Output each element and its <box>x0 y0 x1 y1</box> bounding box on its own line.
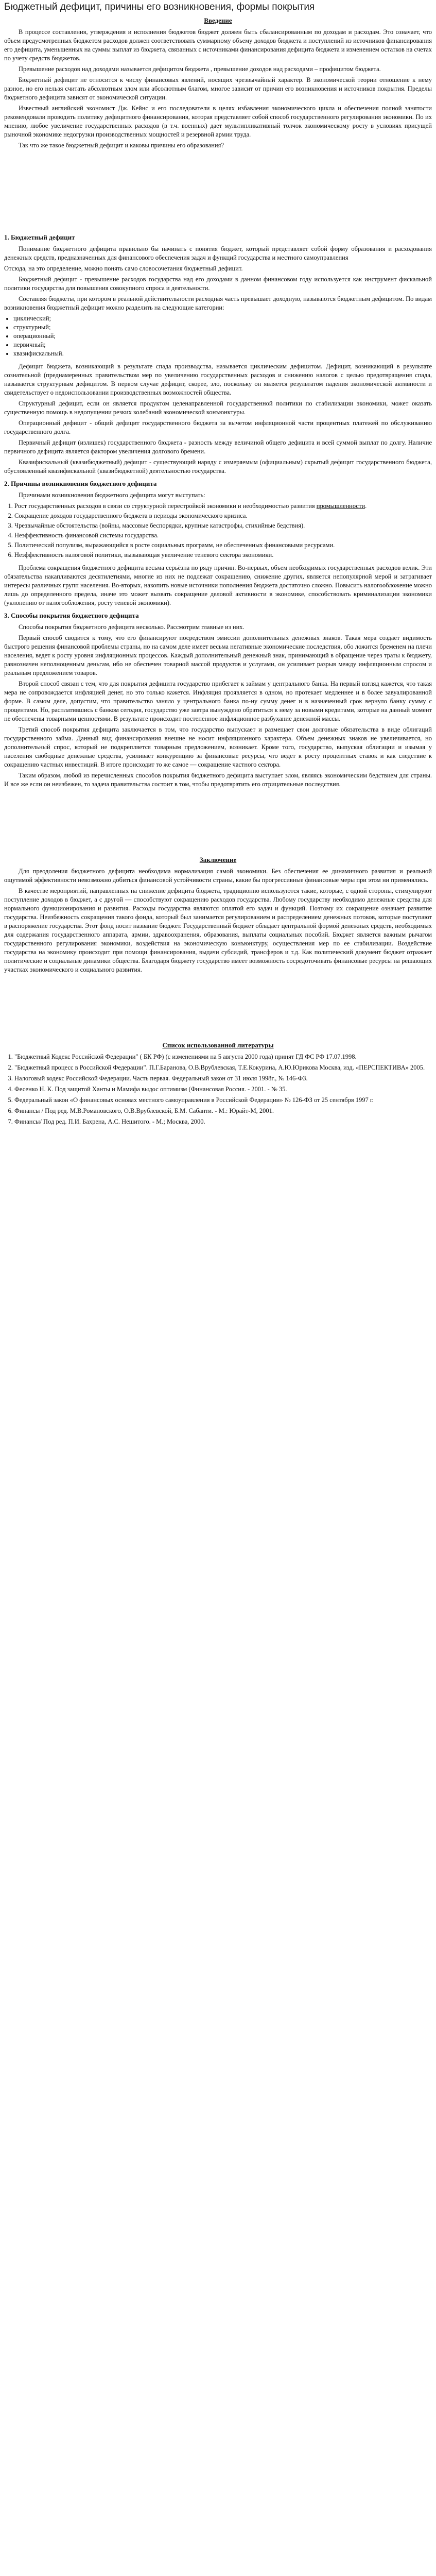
section1-paragraph: Отсюда, на это определение, можно понять само словосочетания бюджетный дефицит. <box>4 265 243 272</box>
list-item: 5. Политический популизм, выражающийся в росте социальных программ, не обеспеченных финансовыми ресурсами. <box>14 541 432 550</box>
section3-paragraph: Третий способ покрытия дефицита заключается в том, что государство выпускает и размещает свои долговые обязательства в виде облигаций государственного займа. Данный вид финансирования внешне не носит инфляционного характера. Объем денежных знаков не увеличивается, но дополнительный спрос, который не подкрепляется товарным предложением, возникает. Кроме того, государство, выпуская облигации и изымая у населения свободные денежные средства, усиливает конкуренцию за финансовые ресурсы, что ведет к росту процентных ставок и как следствие к сокращению частных инвестиций. В итоге происходит то же самое — сокращение частного сектора. <box>4 726 432 768</box>
section2-heading: 2. Причины возникновения бюджетного дефицита <box>4 480 157 487</box>
section2-lead: Причинами возникновения бюджетного дефицита могут выступать: <box>19 492 205 499</box>
industry-link[interactable]: промышленности <box>316 502 365 510</box>
references-heading: Список использованной литературы <box>162 1041 274 1049</box>
list-item: • структурный; <box>13 323 432 332</box>
list-item: • первичный; <box>13 341 432 349</box>
section3-heading: 3. Способы покрытия бюджетного дефицита <box>4 612 139 619</box>
list-item: • квазифискальный. <box>13 349 432 358</box>
references-list <box>14 1053 432 1126</box>
reference-item: 7. Финансы/ Под ред. П.И. Бахрена, А.С. Нешитого. - М.; Москва, 2000. <box>14 1117 432 1126</box>
section3-paragraph: Таким образом, любой из перечисленных способов покрытия бюджетного дефицита выступает злом, являясь экономическим бедствием для страны. И все же если он неизбежен, то задача правительства состоит в том, чтобы предотвратить его отрицательные последствия. <box>4 772 432 788</box>
section1-paragraph: Квазифискальный (квазибюджетный) дефицит - существующий наряду с измеряемым (официальным) скрытый дефицит государственного бюджета, обусловленный квазифискальной (квазибюджетной) деятельностью государства. <box>4 459 432 474</box>
causes-list <box>14 502 432 560</box>
section1-paragraph: Дефицит бюджета, возникающий в результате спада производства, называется циклическим дефицитом. Дефицит, возникающий в результате сознательной (преднамеренных правительством мер по увеличению государственных расходов и снижению налогов с целью предотвращения спада, называется структурным дефицитом. В первом случае дефицит, скорее, зло, поскольку он является результатом падения экономической активности и свидетельствует о недоиспользовании производственных возможностей общества. <box>4 363 432 396</box>
conclusion-heading: Заключение <box>199 856 237 863</box>
intro-paragraph: В процессе составления, утверждения и исполнения бюджетов бюджет должен быть сбалансированным по доходам и расходам. Это означает, что объем предусмотренных бюджетом расходов должен соответствовать суммарному объему доходов бюджета и поступлений из источников финансирования его дефицита, уменьшенных на суммы выплат из бюджета, связанных с источниками финансирования дефицита бюджета и изменением остатков на счетах по учету средств бюджетов. <box>4 28 432 62</box>
intro-paragraph: Так что же такое бюджетный дефицит и каковы причины его образования? <box>19 142 224 149</box>
section1-paragraph: Структурный дефицит, если он является продуктом целенаправленной государственной политики по стабилизации экономики, может оказать существенную помощь в недопущении резких колебаний экономической конъюнктуры. <box>4 400 432 416</box>
section3-paragraph: Способы покрытия бюджетного дефицита несколько. Рассмотрим главные из них. <box>19 623 245 631</box>
blank-space <box>4 976 432 1038</box>
intro-paragraph: Бюджетный дефицит не относится к числу финансовых явлений, носящих чрезвычайный характер. В экономической теории отношение к нему разное, но его нельзя считать абсолютным злом или абсолютным благом, многое зависит от причин его возникновения и источников покрытия. Пределы бюджетного дефицита зависят от экономической ситуации. <box>4 76 432 101</box>
list-item: 4. Неэффективность финансовой системы государства. <box>14 531 432 540</box>
blank-space <box>4 152 432 229</box>
conclusion-paragraph: Для преодоления бюджетного дефицита необходима нормализация самой экономики. Без обеспечения ее динамичного развития и реальной ощутимой эффективности невозможно добиться финансовой устойчивости страны, какие бы прогрессивные финансовые меры при этом ни применялись. <box>4 868 432 884</box>
section1-paragraph: Первичный дефицит (излишек) государственного бюджета - разность между величиной общего дефицита и всей суммой выплат по долгу. Наличие первичного дефицита является фактором увеличения долгового бремени. <box>4 439 432 455</box>
reference-item: 4. Фесенко Н. К. Под защитой Ханты и Мамифа выдос оптимизм (Финансовая Россия. - 2001. - № 35. <box>14 1085 432 1094</box>
section1-paragraph: Понимание бюджетного дефицита правильно бы начинать с понятия бюджет, который представляет собой форму образования и расходования денежных средств, предназначенных для финансового обеспечения задач и функций государства и местного самоуправления <box>4 245 432 261</box>
section1-heading: 1. Бюджетный дефицит <box>4 233 75 241</box>
list-item: 3. Чрезвычайные обстоятельства (войны, массовые беспорядки, крупные катастрофы, стихийные бедствия). <box>14 521 432 530</box>
intro-paragraph: Превышение расходов над доходами называется дефицитом бюджета , превышение доходов над расходами – профицитом бюджета. <box>19 65 381 73</box>
section3-paragraph: Первый способ сводится к тому, что его финансируют посредством эмиссии дополнительных денежных знаков. Такая мера создает видимость быстрого решения финансовой проблемы страны, но на самом деле имеет весьма негативные экономические последствия, обо ложится бременем на плечи населения, ведет к росту уровня инфляционных процессов. Каждый дополнительный денежный знак, принимающий в обращение через траты к бюджету, равнозначен неполноценным деньгам, ибо не обеспечен товарной массой продуктов и услугами, он усиливает разрыв между инфляционным спросом и реальным предложением товаров. <box>4 634 432 676</box>
section1-paragraph: Бюджетный дефицит - превышение расходов государства над его доходами в данном финансовом году используется как инструмент фискальной политики государства для повышения совокупного спроса и деятельности. <box>4 276 432 292</box>
conclusion-paragraph: В качестве мероприятий, направленных на снижение дефицита бюджета, традиционно используются такие, которые, с одной стороны, стимулируют поступление доходов в бюджет, а с другой — способствуют сокращению расходов государства. Любому государству необходимо денежные средства для нормального функционирования и развития. Расходы государства являются оплатой его задач и функций. Поэтому их сокращение означает развитие государства. Неизбежность сокращения такого фонда, который был занимается регулированием и распределением денежных потоков, которые поступают в распоряжение государства. Этот фонд носит название бюджет. Государственный бюджет обладает центральной формой денежных средств, необходимых для содержания государственного аппарата, армии, здравоохранения, образования, выплаты социальных пособий. Бюджет является важным рычагом государственного регулирования экономики, воздействия на экономическую конъюнктуру, осуществления мер по ее стабилизации. Воздействие государства на экономику происходит при помощи финансирования, выдачи субсидий, трансферов и т.д. Как политический документ бюджет отражает политические и социальные динамики общества. Благодаря бюджету государство имеет возможность сосредоточивать финансовые ресурсы на решающих участках экономического и социального развития. <box>4 887 432 973</box>
reference-item: 6. Финансы / Под ред. М.В.Романовского, О.В.Врублевской, Б.М. Сабанти. - М.: Юрайт-М, 2001. <box>14 1107 432 1115</box>
document-page <box>0 0 436 1139</box>
section3-paragraph: Второй способ связан с тем, что для покрытия дефицита государство прибегает к займам у центрального банка. На первый взгляд кажется, что такая мера не сопровождается инфляцией денег, но это только кажется. Инфляция проявляется в одном, но протекает медленнее и в более завуалированной форме. В самом деле, допустим, что правительство заняло у центрального банка пo-ну сумму денег и в назначенный срок вернуло банку сумму с процентами. Но, расплатившись с банком сегодня, государство уже завтра вынуждено обратиться к нему за новыми кредитами, которые на данный момент не обеспечены товарными ценностями. В результате происходит постепенное инфляционное разбухание денежной массы. <box>4 680 432 722</box>
deficit-categories-list <box>13 314 432 358</box>
page-title: Бюджетный дефицит, причины его возникновения, формы покрытия <box>4 2 315 12</box>
list-item <box>14 502 432 511</box>
section1-paragraph: Составляя бюджеты, при котором в реальной действительности расходная часть превышает доходную, называются бюджетным дефицитом. По видам возникновения бюджетный дефицит можно разделить на следующие категории: <box>4 295 432 311</box>
list-item: • операционный; <box>13 332 432 341</box>
section1-paragraph: Операционный дефицит - общий дефицит государственного бюджета за вычетом инфляционной части процентных платежей по обслуживанию государственного долга. <box>4 419 432 435</box>
reference-item: 3. Налоговый кодекс Российской Федерации. Часть первая. Федеральный закон от 31 июля 1998г., № 146-ФЗ. <box>14 1074 432 1083</box>
reference-item: 2. "Бюджетный процесс в Российской Федерации". П.Г.Баранова, О.В.Врублевская, Т.Е.Кокурина, А.Ю.Юрикова Москва, изд. «ПЕРСПЕКТИВА» 2005. <box>14 1063 432 1072</box>
intro-heading: Введение <box>204 16 232 24</box>
reference-item: 5. Федеральный закон «О финансовых основах местного самоуправления в Российской Федерации» № 126-ФЗ от 25 сентября 1997 г. <box>14 1096 432 1105</box>
list-item: 2. Сокращение доходов государственного бюджета в периоды экономического кризиса. <box>14 512 432 520</box>
list-item: • циклический; <box>13 314 432 323</box>
cause-text: Рост государственных расходов в связи со структурной перестройкой экономики и необходимостью развития промышленности. <box>14 502 367 510</box>
reference-item: 1. "Бюджетный Кодекс Российской Федерации" ( БК РФ) (с изменениями на 5 августа 2000 года) принят ГД ФС РФ 17.07.1998. <box>14 1053 432 1061</box>
intro-paragraph: Известный английский экономист Дж. Кейнс и его последователи в целях избавления экономического цикла и обеспечения полной занятости рекомендовали проводить политику дефицитного финансирования, которая представляет собой способ государственного регулирования экономики. По их мнению, любое увеличение государственных расходов (в т.ч. военных) дает мультипликативный толчок экономическому росту в условиях присущей рыночной экономике недогрузки производственных мощностей и резервной армии труда. <box>4 105 432 138</box>
section2-paragraph: Проблема сокращения бюджетного дефицита весьма серьёзна по ряду причин. Во-первых, объем необходимых государственных расходов велик. Эти обязательства накапливаются десятилетиями, многие из них не подлежат сокращению, снижение других, является непопулярной мерой и затрагивает интересы различных групп населения. Во-вторых, накопить новые источники пополнения бюджета достаточно сложно. Повысить налогообложение можно лишь до определенного предела, иначе это может вызвать сокращение деловой активности в экономике, способствовать криминализации экономики (уклонению от налогообложения, росту теневой экономики). <box>4 564 432 606</box>
list-item: 6. Неэффективность налоговой политики, вызывающая увеличение теневого сектора экономики. <box>14 551 432 560</box>
blank-space <box>4 791 432 853</box>
